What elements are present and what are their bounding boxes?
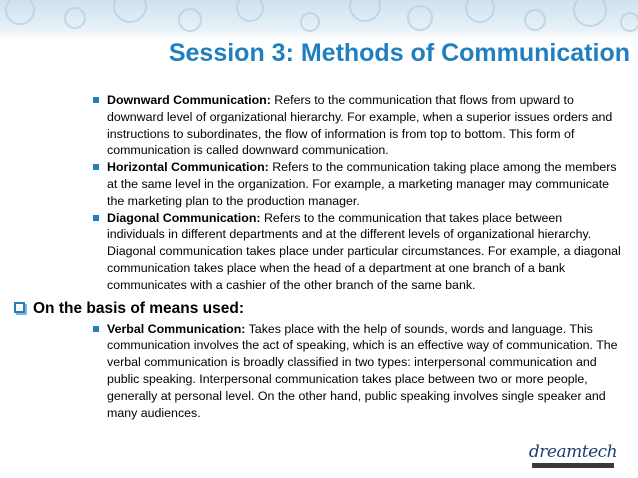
checkbox-bullet-icon <box>14 302 25 313</box>
bullet-text: Refers to the communication taking place among the members at the same level in the organization. For example, a marketing manager may communicate the marketing plan to the production manager. <box>107 160 617 208</box>
bullet-horizontal-communication <box>107 159 621 209</box>
bullet-verbal-communication <box>107 321 621 422</box>
bullet-term: Verbal Communication: <box>107 321 246 336</box>
bullet-term: Horizontal Communication: <box>107 160 269 175</box>
section-heading-text: On the basis of means used: <box>33 299 245 317</box>
decorative-gear-pattern <box>0 0 638 40</box>
bullet-term: Diagonal Communication: <box>107 210 261 225</box>
square-bullet-icon <box>93 326 99 332</box>
bullet-text: Refers to the communication that flows from upward to downward level of organizational hierarchy. For example, when a superior issues orders and instructions to subordinates, the flow of information is from top to bottom. This form of communication is called downward communication. <box>107 93 613 158</box>
slide-content <box>0 92 638 421</box>
bullet-text: Takes place with the help of sounds, words and language. This communication involves the act of speaking, which is an effective way of communication. The verbal communication is broadly classified in two types: interpersonal communication and public speaking. Interpersonal communication takes place between two or more people, generally at personal level. On the other hand, public speaking involves single speaker and many audiences. <box>107 321 618 420</box>
square-bullet-icon <box>93 97 99 103</box>
square-bullet-icon <box>93 164 99 170</box>
section-heading-means-used <box>33 298 638 319</box>
bullet-text: Refers to the communication that takes place between individuals in different departments and at the different levels of organizational hierarchy. Diagonal communication takes place under particular circumstances. For example, a diagonal communication takes place when the head of a department at one branch of a bank communicates with a cashier of the other branch of the same bank. <box>107 210 621 292</box>
header-band <box>0 0 638 40</box>
bullet-term: Downward Communication: <box>107 93 271 107</box>
logo-bar <box>532 463 614 468</box>
dreamtech-logo <box>528 442 618 472</box>
slide-title: Session 3: Methods of Communication <box>168 39 630 67</box>
bullet-diagonal-communication <box>107 210 621 294</box>
logo-text: dreamtech <box>528 442 618 462</box>
bullet-downward-communication <box>107 92 621 159</box>
square-bullet-icon <box>93 215 99 221</box>
